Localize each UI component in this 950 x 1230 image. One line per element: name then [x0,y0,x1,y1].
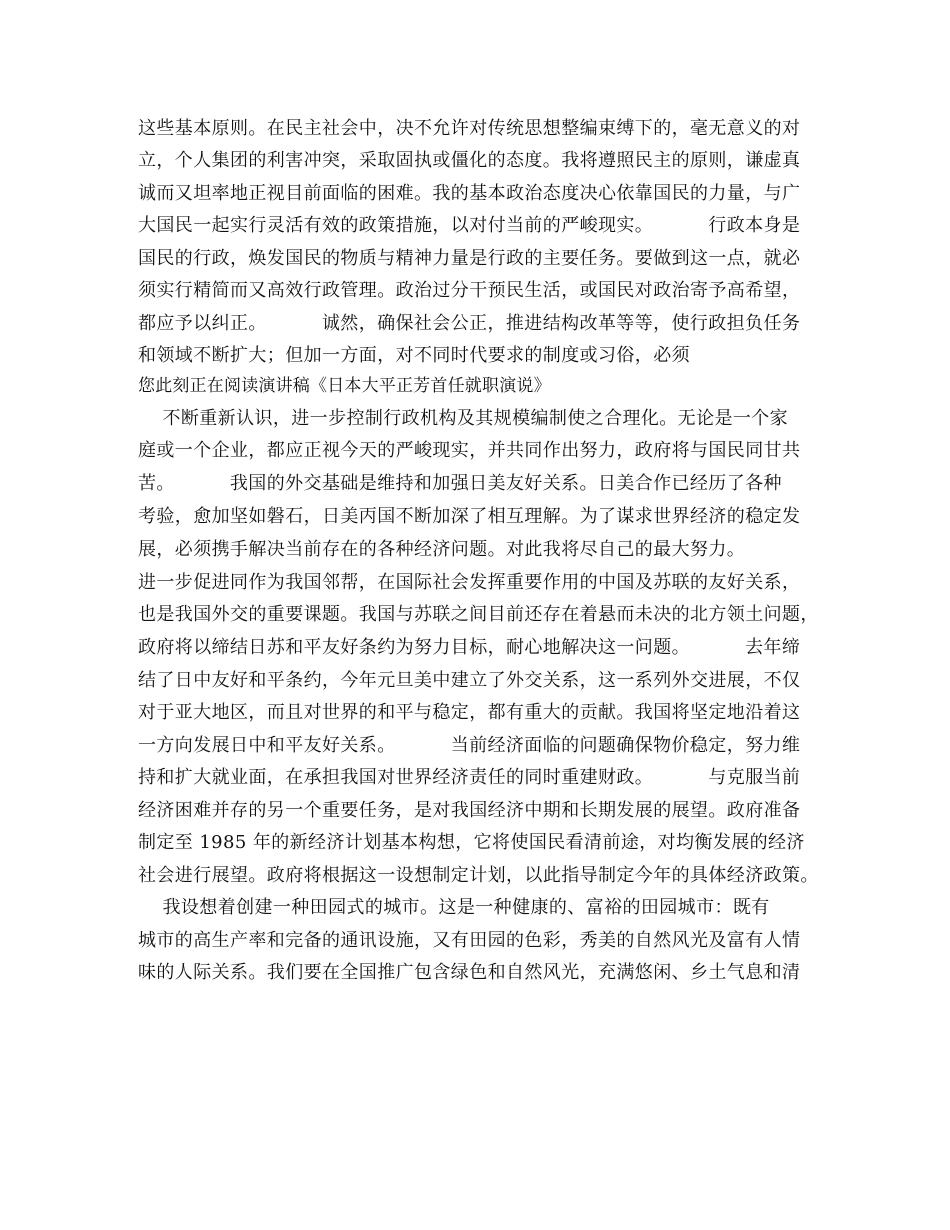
body-line: 立，个人集团的利害冲突，采取固执或僵化的态度。我将遵照民主的原则，谦虚真 [138,150,801,171]
body-line: 结了日中友好和平条约，今年元旦美中建立了外交关系，这一系列外交进展，不仅 [138,670,801,691]
body-line: 诚而又坦率地正视目前面临的困难。我的基本政治态度决心依靠国民的力量，与广 [138,183,801,204]
body-line: 政府将以缔结日苏和平友好条约为努力目标，耐心地解决这一问题。 去年缔 [138,637,801,658]
body-line: 城市的高生产率和完备的通讯设施，又有田园的色彩，秀美的自然风光及富有人情 [138,930,801,951]
body-line: 社会进行展望。政府将根据这一设想制定计划，以此指导制定今年的具体经济政策。 [138,865,819,886]
body-line: 我设想着创建一种田园式的城市。这是一种健康的、富裕的田园城市：既有 [138,897,770,918]
body-line: 和领域不断扩大；但加一方面，对不同时代要求的制度或习俗，必须 [138,345,690,366]
body-line: 大国民一起实行灵活有效的政策措施，以对付当前的严峻现实。 行政本身是 [138,215,801,236]
body-line: 考验，愈加坚如磐石，日美丙国不断加深了相互理解。为了谋求世界经济的稳定发 [138,506,801,527]
body-line: 持和扩大就业面，在承担我国对世界经济责任的同时重建财政。 与克服当前 [138,767,801,788]
body-line: 不断重新认识，进一步控制行政机构及其规模编制使之合理化。无论是一个家 [138,408,789,429]
body-line: 须实行精简而又高效行政管理。政治过分干预民生活，或国民对政治寄予高希望， [138,280,801,301]
body-line: 庭或一个企业，都应正视今天的严峻现实，并共同作出努力，政府将与国民同甘共 [138,440,801,461]
body-line: 这些基本原则。在民主社会中，决不允许对传统思想整编束缚下的，毫无意义的对 [138,118,801,139]
body-line: 进一步促进同作为我国邻帮，在国际社会发挥重要作用的中国及苏联的友好关系， [138,572,801,593]
body-line: 都应予以纠正。 诚然，确保社会公正，推进结构改革等等，使行政担负任务 [138,313,801,334]
reading-note: 您此刻正在阅读演讲稿《日本大平正芳首任就职演说》 [138,376,551,396]
body-line: 味的人际关系。我们要在全国推广包含绿色和自然风光，充满悠闲、乡土气息和清 [138,962,801,983]
body-line: 展，必须携手解决当前存在的各种经济问题。对此我将尽自己的最大努力。 [138,539,746,560]
body-line: 也是我国外交的重要课题。我国与苏联之间目前还存在着悬而未决的北方领土问题， [138,604,819,625]
body-line: 制定至 1985 年的新经济计划基本构想，它将使国民看清前途，对均衡发展的经济 [138,832,805,853]
body-line: 对于亚大地区，而且对世界的和平与稳定，都有重大的贡献。我国将坚定地沿着这 [138,702,801,723]
body-line: 经济困难并存的另一个重要任务，是对我国经济中期和长期发展的展望。政府准备 [138,800,801,821]
body-line: 苦。 我国的外交基础是维持和加强日美友好关系。日美合作已经历了各种 [138,473,782,494]
body-line: 一方向发展日中和平友好关系。 当前经济面临的问题确保物价稳定，努力维 [138,735,801,756]
body-line: 国民的行政，焕发国民的物质与精神力量是行政的主要任务。要做到这一点，就必 [138,248,801,269]
